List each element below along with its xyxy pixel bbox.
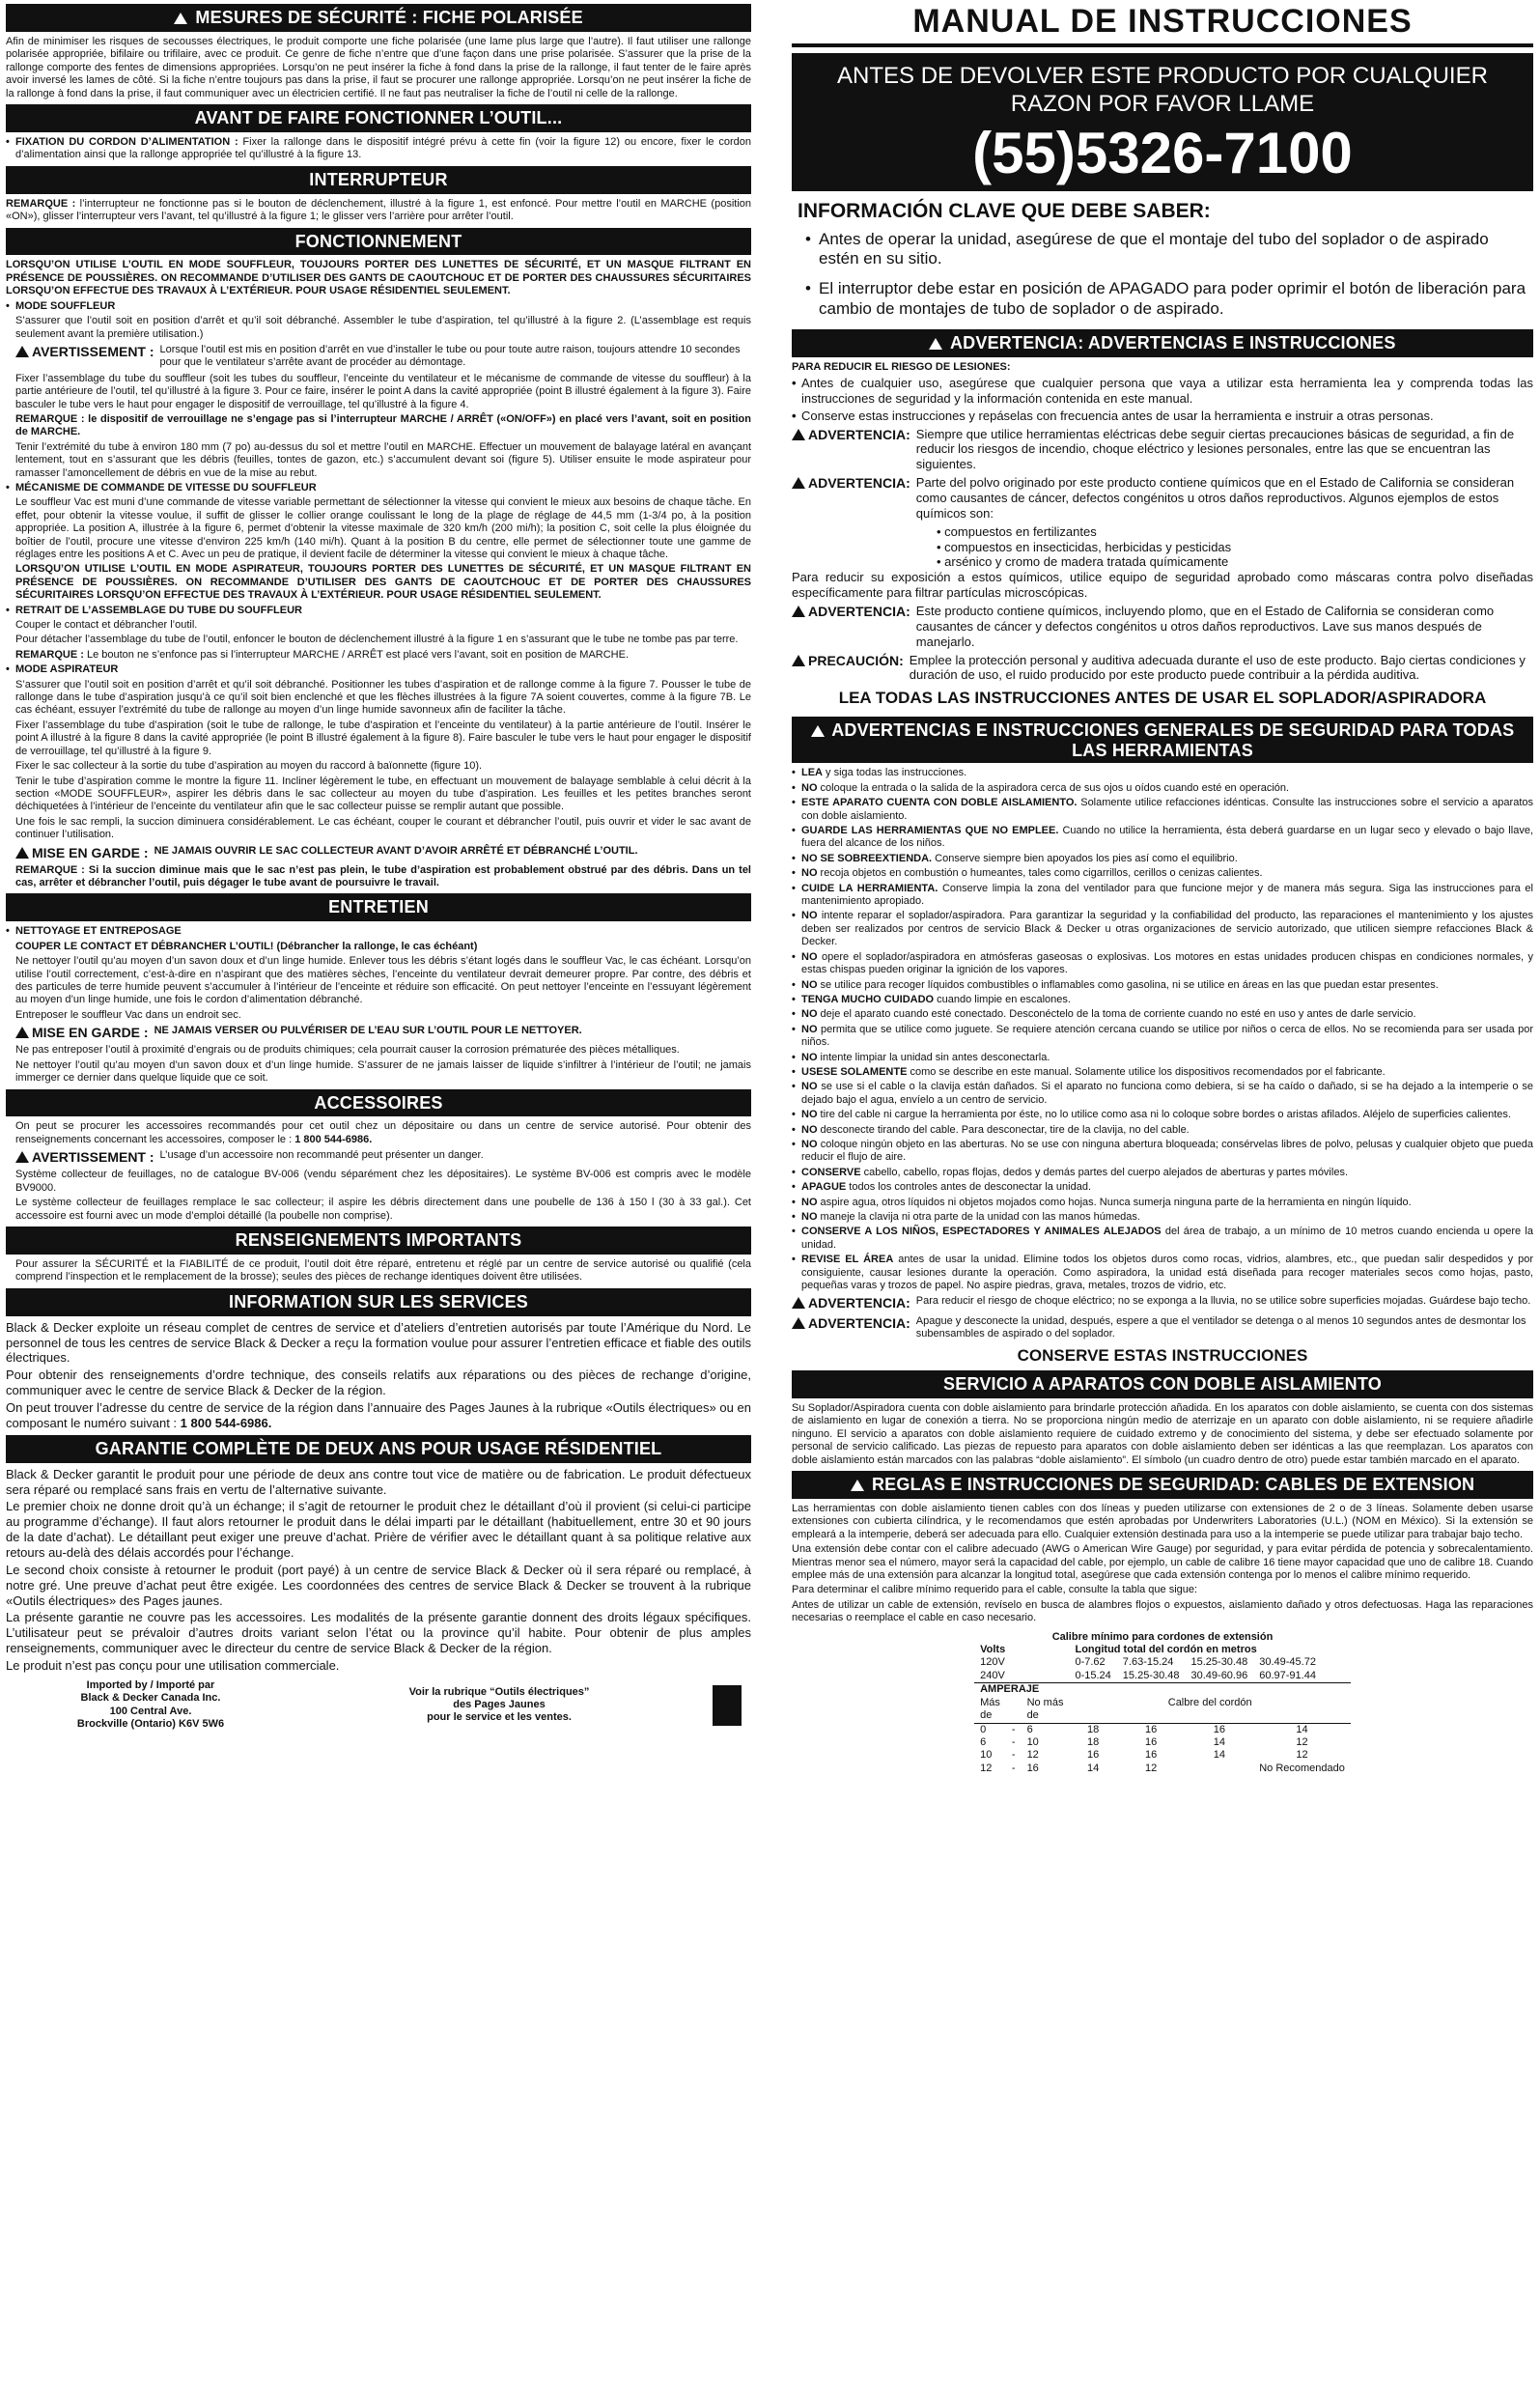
section-header: SERVICIO A APARATOS CON DOBLE AISLAMIENTO bbox=[792, 1370, 1533, 1398]
warning-icon bbox=[15, 1151, 29, 1163]
table-row: 6 - 10 18 16 14 12 bbox=[980, 1735, 1308, 1748]
warning-icon bbox=[792, 477, 805, 489]
subheading: COUPER LE CONTACT ET DÉBRANCHER L’OUTIL! (Débrancher la rallonge, le cas échéant) bbox=[15, 940, 478, 952]
section-header: ADVERTENCIA: ADVERTENCIAS E INSTRUCCIONES bbox=[792, 329, 1533, 357]
safety-rule-item: • NO deje el aparato cuando esté conectado. Desconéctelo de la toma de corriente cuando no esté en uso y antes de darle servicio. bbox=[792, 1008, 1533, 1021]
paragraph: Système collecteur de feuillages, no de catalogue BV-006 (vendu séparément chez les dépositaires). Le système BV-006 est compris avec le modèle BV9000. bbox=[15, 1169, 751, 1194]
paragraph: Une fois le sac rempli, la succion diminuera considérablement. Le cas échéant, couper le courant et débrancher l’outil, puis ouvrir et vider le sac avant de continuer l’utilisation. bbox=[15, 815, 751, 841]
safety-rule-item: • NO coloque ningún objeto en las aberturas. No se use con ninguna abertura bloqueada; consérvelas libres de polvo, pelusas y cualquier objeto que pueda reducir el flujo de aire. bbox=[792, 1139, 1533, 1165]
safety-rule-item: • CONSERVE cabello, cabello, ropas flojas, dedos y demás partes del cuerpo alejados de aberturas y partes móviles. bbox=[792, 1167, 1533, 1179]
warning-icon bbox=[15, 847, 29, 859]
section-header: AVANT DE FAIRE FONCTIONNER L’OUTIL... bbox=[6, 104, 751, 132]
safety-rule-item: • ESTE APARATO CUENTA CON DOBLE AISLAMIENTO. Solamente utilice refacciones idénticas. Consulte las instrucciones sobre el servicio a aparatos con doble aislamiento. bbox=[792, 797, 1533, 823]
call-box: ANTES DE DEVOLVER ESTE PRODUCTO POR CUALQUIER RAZON POR FAVOR LLAME (55)5326-7100 bbox=[792, 53, 1533, 191]
gauge-table: Calibre mínimo para cordones de extensión Volts Longitud total del cordón en metros 120V 0-7.62 7.63-15.24 15.25-30.48 30.49-45.72 240V 0-15.24 15.25-30.48 30.49-60.96 60.97-91.44 AMPERAJE Más No más Calbre del cordón de de 0 - 6 18 16 16 14 6 - 10 18 16 14 12 10 - 12 16 16 14 12 12 - 16 14 12 No Recomendado bbox=[974, 1631, 1351, 1775]
list-item: • compuestos en fertilizantes bbox=[937, 524, 1533, 540]
safety-rule-item: • LEA y siga todas las instrucciones. bbox=[792, 767, 1533, 779]
paragraph: Pour obtenir des renseignements d’ordre technique, des conseils relatifs aux réparations ou des pièces de rechange d’origine, communiquer avec le centre de service Black & Decker de la région. bbox=[6, 1368, 751, 1398]
paragraph: Antes de utilizar un cable de extensión, revíselo en busca de alambres flojos o expuestos, aislamiento dañado y otros defectuosas. Haga las reparaciones necesarias o reemplace el cable en caso necesario. bbox=[792, 1598, 1533, 1624]
paragraph: Para reducir su exposición a estos químicos, utilice equipo de seguridad aprobado como máscaras contra polvo diseñadas específicamente para filtrar partículas microscópicas. bbox=[792, 570, 1533, 601]
table-row: 10 - 12 16 16 14 12 bbox=[980, 1749, 1308, 1762]
warning-row: ADVERTENCIA: Apague y desconecte la unidad, después, espere a que el ventilador se detenga o al menos 10 segundos antes de desmontar los subensambles de aspirado o del soplador. bbox=[792, 1315, 1533, 1341]
warning-row: ADVERTENCIA: Siempre que utilice herramientas eléctricas debe seguir ciertas precauciones básicas de seguridad, a fin de reducir los riesgos de incendio, choque eléctrico y lesiones personales, entre las que se encuentran las siguientes. bbox=[792, 427, 1533, 473]
paragraph: Le premier choix ne donne droit qu’à un échange; il s’agit de retourner le produit chez le détaillant d’où il provient (si celui-ci participe au programme d’échange). Il faut alors retourner le produit dans le délai imparti par le détaillant (habituellement, entre 30 et 90 jours de la date d’achat). Le détaillant peut exiger une preuve d’achat. Prière de vérifier avec le détaillant quant à sa politique relative aux retours au-delà des délais accordés pour l’échange. bbox=[6, 1499, 751, 1560]
warning-row: ADVERTENCIA: Parte del polvo originado por este producto contiene químicos que en el Estado de California se consideran como causantes de cáncer, defectos congénitos u otros daños reproductivos. Algunos ejemplos de estos químicos son: bbox=[792, 475, 1533, 522]
safety-rule-item: • NO se utilice para recoger líquidos combustibles o inflamables como gasolina, ni se utilice en áreas en las que puedan estar presentes. bbox=[792, 979, 1533, 992]
table-title: Calibre mínimo para cordones de extensión bbox=[1051, 1630, 1274, 1643]
paragraph: Entreposer le souffleur Vac dans un endroit sec. bbox=[15, 1008, 241, 1021]
yellow-pages-logo-icon bbox=[713, 1685, 742, 1726]
paragraph: REMARQUE : Si la succion diminue mais que le sac n’est pas plein, le tube d’aspiration est probablement obstrué par des débris. Dans un tel cas, arrêter et débrancher l’outil, puis dégager le tube avant de poursuivre le travail. bbox=[15, 863, 751, 889]
paragraph: Pour assurer la SÉCURITÉ et la FIABILITÉ de ce produit, l’outil doit être réparé, entretenu et réglé par un centre de service autorisé ou qualifié (cela comprend l’inspection et le remplacement de la brosse); seules des pièces de rechange identiques doivent être utilisées. bbox=[15, 1257, 751, 1283]
subheading: • MODE SOUFFLEUR bbox=[6, 300, 751, 313]
warning-icon bbox=[792, 1297, 805, 1309]
paragraph: Su Soplador/Aspiradora cuenta con doble aislamiento para brindarle protección añadida. En los aparatos con doble aislamiento, se cuenta con dos sistemas de aislamiento en lugar de conexión a tierra. No se proporciona ningún medio de aterrizaje en un aparato con doble aislamiento, ni se requiere añadirle ninguno. El servicio a aparatos con doble aislamiento requiere de cuidado extremo y de conocimiento del sistema, y debe ser efectuado solamente por personal de servicio calificado. Las piezas de repuesto para aparatos con doble aislamiento deben ser idénticas a las que reemplazan. Los aparatos con doble aislamiento están marcados con las palabras “doble aislamiento”. El símbolo (un cuadro dentro de otro) puede estar también marcado en el aparato. bbox=[792, 1402, 1533, 1466]
key-info-item: • El interruptor debe estar en posición de APAGADO para poder oprimir el botón de liberación para cambio de montajes de tubo de soplador o de aspirado. bbox=[805, 279, 1533, 319]
subheading: • MÉCANISME DE COMMANDE DE VITESSE DU SOUFFLEUR bbox=[6, 482, 751, 494]
paragraph: LORSQU’ON UTILISE L’OUTIL EN MODE SOUFFLEUR, TOUJOURS PORTER DES LUNETTES DE SÉCURITÉ, ET UN MASQUE FILTRANT EN PRÉSENCE DE POUSSIÈRES. ON RECOMMANDE D’UTILISER DES GANTS DE CAOUTCHOUC ET DE PORTER DES CHAUSSURES SÉCURITAIRES LORSQU’ON EFFECTUE DES TRAVAUX À L’EXTÉRIEUR. POUR USAGE RÉSIDENTIEL SEULEMENT. bbox=[6, 259, 751, 297]
safety-rule-item: • NO aspire agua, otros líquidos ni objetos mojados como hojas. Nunca sumerja ninguna parte de la herramienta en ningún líquido. bbox=[792, 1197, 1533, 1209]
subheading: • RETRAIT DE L’ASSEMBLAGE DU TUBE DU SOUFFLEUR bbox=[6, 605, 751, 617]
paragraph: Ne nettoyer l’outil qu’au moyen d’un savon doux et d’un linge humide. Enlever tous les débris s’étant logés dans le souffleur Vac, le cas échéant. Lorsqu’on utilise l’outil correctement, c’est-à-dire en n’aspirant que des matières sèches, l’enceinte du ventilateur devrait demeurer propre. Par contre, des débris et des particules de terre humide peuvent s’accumuler à l’intérieur de l’enceinte et réduire son efficacité. On peut nettoyer l’enceinte en l’essuyant légèrement au moyen d’un linge humide, une fois le cordon d’alimentation débranché. bbox=[15, 955, 751, 1006]
table-row: 12 - 16 14 12 No Recomendado bbox=[980, 1762, 1345, 1774]
key-info-heading: INFORMACIÓN CLAVE QUE DEBE SABER: bbox=[798, 200, 1211, 223]
paragraph: Couper le contact et débrancher l’outil. bbox=[15, 619, 198, 632]
warning-icon bbox=[929, 338, 942, 350]
warning-icon bbox=[792, 429, 805, 440]
paragraph: Fixer l’assemblage du tube d’aspiration (soit le tube de rallonge, le tube d’aspiration et l’enceinte du ventilateur) à la partie antérieure de l’outil. Insérer le point A illustré à la figure 8 dans la cavité appropriée (le point B illustré également à la figure 8). Faire basculer le tube vers le haut pour engager le dispositif de verrouillage, tel qu’illustré à la figure 9. bbox=[15, 719, 751, 757]
section-header: INTERRUPTEUR bbox=[6, 166, 751, 194]
paragraph: Para determinar el calibre mínimo requerido para el cable, consulte la tabla que sigue: bbox=[792, 1584, 1198, 1596]
safety-rule-item: • CONSERVE A LOS NIÑOS, ESPECTADORES Y ANIMALES ALEJADOS del área de trabajo, a un mínimo de 10 metros cuando encienda u opere la unidad. bbox=[792, 1226, 1533, 1252]
paragraph: Ne nettoyer l’outil qu’au moyen d’un savon doux et d’un linge humide. S’assurer de ne jamais laisser de liquide s’infiltrer à l’intérieur de l’outil; ne jamais immerger ce dernier dans quelque liquide que ce soit. bbox=[15, 1058, 751, 1085]
warning-icon bbox=[792, 606, 805, 617]
section-header: GARANTIE COMPLÈTE DE DEUX ANS POUR USAGE RÉSIDENTIEL bbox=[6, 1435, 751, 1463]
safety-rule-item: • NO coloque la entrada o la salida de la aspiradora cerca de sus ojos u oídos cuando esté en operación. bbox=[792, 782, 1533, 795]
warning-icon bbox=[792, 655, 805, 666]
safety-rule-item: • APAGUE todos los controles antes de desconectar la unidad. bbox=[792, 1181, 1533, 1194]
paragraph: Fixer l’assemblage du tube du souffleur (soit les tubes du souffleur, l’enceinte du ventilateur et le mécanisme de commande de vitesse du souffleur) à la partie antérieure de l’outil, tel qu’illustré à la figure 3. Pour ce faire, insérer le point A dans la cavité appropriée (point B illustré également à la figure 3). Faire basculer le tube vers le haut pour engager le dispositif de verrouillage, tel qu’illustré à la figure 4. bbox=[15, 372, 751, 410]
safety-rules-list bbox=[792, 767, 1533, 1292]
safety-rule-item: • REVISE EL ÁREA antes de usar la unidad. Elimine todos los objetos duros como rocas, vidrios, alambres, etc., que puedan salir despedidos y por consiguiente, causar lesiones durante la operación. Como aspiradora, la unidad está diseñada para recoger materiales secos como hojas, pasto, pequeñas varas y trozos de papel. No aspire piedras, grava, metales, trozos de vidrio, etc. bbox=[792, 1254, 1533, 1292]
warning-icon bbox=[174, 13, 187, 24]
subheading: • NETTOYAGE ET ENTREPOSAGE bbox=[6, 925, 751, 938]
safety-rule-item: • TENGA MUCHO CUIDADO cuando limpie en escalones. bbox=[792, 994, 1533, 1006]
paragraph: Afin de minimiser les risques de secousses électriques, le produit comporte une fiche polarisée (une lame plus large que l’autre). Il faut utiliser une rallonge polarisée appropriée, bifilaire ou trifilaire, avec ce produit. Ce genre de fiche n’entre que d’une façon dans une prise polarisée. S’assurer que la prise de la rallonge comporte des fentes de dimensions appropriées. Lorsqu’on ne peut insérer la fiche à fond dans la prise de la rallonge, il faut tenter de le faire après avoir inversé les lames de côté. Si la fiche n’entre toujours pas dans la prise, il faut se procurer une rallonge appropriée. Lorsqu’on ne peut insérer la fiche de la rallonge à fond dans la prise, il faut communiquer avec un électricien certifié. Il ne faut pas neutraliser la fiche de l’outil ni celle de la rallonge. bbox=[6, 35, 751, 99]
paragraph: REMARQUE : l’interrupteur ne fonctionne pas si le bouton de déclenchement, illustré à la figure 1, est enfoncé. Pour mettre l’outil en MARCHE (position «ON»), glisser l’interrupteur vers l’avant, tel qu’illustré à la figure 1; le glisser vers l’arrière pour arrêter l’outil. bbox=[6, 197, 751, 223]
french-column bbox=[6, 0, 751, 2397]
paragraph: S’assurer que l’outil soit en position d’arrêt et qu’il soit débranché. Assembler le tube d’aspiration, tel qu’illustré à la figure 2. (L’assemblage est requis seulement avant la première utilisation.) bbox=[15, 315, 751, 340]
warning-row: ADVERTENCIA: Para reducir el riesgo de choque eléctrico; no se exponga a la lluvia, no se utilice sobre superficies mojadas. Guárdese bajo techo. bbox=[792, 1295, 1533, 1311]
list-item: • compuestos en insecticidas, herbicidas y pesticidas bbox=[937, 540, 1533, 555]
paragraph: Le système collecteur de feuillages remplace le sac collecteur; il aspire les débris directement dans une poubelle de 136 à 150 l (30 à 33 gal.). Cet accessoire est fourni avec un mode d’emploi détaillé (la poubelle non comprise). bbox=[15, 1197, 751, 1222]
warning-row: AVERTISSEMENT : L’usage d’un accessoire non recommandé peut présenter un danger. bbox=[6, 1149, 751, 1166]
phone-number: (55)5326-7100 bbox=[972, 121, 1353, 186]
paragraph: Tenir le tube d’aspiration comme le montre la figure 11. Incliner légèrement le tube, en effectuant un mouvement de balayage semblable à celui décrit à la section «MODE SOUFFLEUR», aspirer les débris dans le sac collecteur au moyen du tube d’aspiration. Les feuilles et les petites branches seront déchiquetées à l’intérieur de l’enceinte du ventilateur afin que le sac collecteur puisse se remplir autant que possible. bbox=[15, 775, 751, 813]
safety-rule-item: • NO intente limpiar la unidad sin antes desconectarla. bbox=[792, 1052, 1533, 1064]
safety-rule-item: • NO tire del cable ni cargue la herramienta por éste, no lo utilice como asa ni lo coloque sobre bordes o aristas afilados. Aléjelo de superficies calientes. bbox=[792, 1109, 1533, 1121]
section-header: FONCTIONNEMENT bbox=[6, 228, 751, 256]
chemical-list bbox=[937, 524, 1533, 571]
importer-block: Imported by / Importé par Black & Decker Canada Inc. 100 Central Ave. Brockville (Ontario) K6V 5W6 bbox=[76, 1678, 225, 1731]
safety-rule-item: • NO desconecte tirando del cable. Para desconectar, tire de la clavija, no del cable. bbox=[792, 1124, 1533, 1137]
paragraph: LORSQU’ON UTILISE L’OUTIL EN MODE ASPIRATEUR, TOUJOURS PORTER DES LUNETTES DE SÉCURITÉ, ET UN MASQUE FILTRANT EN PRÉSENCE DE POUSSIÈRES. ON RECOMMANDE D’UTILISER DES GANTS DE CAOUTCHOUC ET DE PORTER DES CHAUSSURES SÉCURITAIRES LORSQU’ON EFFECTUE DES TRAVAUX À L’EXTÉRIEUR. POUR USAGE RÉSIDENTIEL SEULEMENT. bbox=[15, 563, 751, 602]
yellow-pages-note: Voir la rubrique “Outils électriques” des Pages Jaunes pour le service et les ventes. bbox=[408, 1685, 590, 1724]
paragraph: Black & Decker exploite un réseau complet de centres de service et d’ateliers d’entretien autorisés par toute l’Amérique du Nord. Le personnel de tous les centres de service Black & Decker a reçu la formation voulue pour assurer l’entretien efficace et fiable des outils électriques. bbox=[6, 1319, 751, 1366]
safety-rule-item: • NO SE SOBREEXTIENDA. Conserve siempre bien apoyados los pies así como el equilibrio. bbox=[792, 853, 1533, 865]
subheading: PARA REDUCIR EL RIESGO DE LESIONES: bbox=[792, 360, 1011, 373]
safety-rule-item: • NO se use si el cable o la clavija están dañados. Si el aparato no funciona como debiera, si se ha caído o dañado, si se ha dejado a la intemperie o se dejado bajo el agua, envíelo a un centro de servicio. bbox=[792, 1081, 1533, 1107]
warning-row: MISE EN GARDE : NE JAMAIS VERSER OU PULVÉRISER DE L’EAU SUR L’OUTIL POUR LE NETTOYER. bbox=[6, 1025, 751, 1041]
paragraph: S’assurer que l’outil soit en position d’arrêt et qu’il soit débranché. Positionner les tubes d’aspiration et de rallonge comme à la figure 7. Pousser le tube de rallonge dans le tube d’aspiration jusqu’à ce qu’il soit bien enclenché et que les flèches illustrées à la figure 7A soient couvertes, comme à la figure 7B. Le cas échéant, essuyer l’extrémité du tube de rallonge au moyen d’un linge humide savonneux afin de faciliter la tâche. bbox=[15, 678, 751, 717]
section-header: MESURES DE SÉCURITÉ : FICHE POLARISÉE bbox=[6, 4, 751, 32]
paragraph: La présente garantie ne couvre pas les accessoires. Les modalités de la présente garantie donnent des droits légaux spécifiques. L’utilisateur peut se prévaloir d’autres droits variant selon l’état ou la province qu’il habite. Pour obtenir de plus amples renseignements, communiquer avec le directeur du centre de service Black & Decker de la région. bbox=[6, 1610, 751, 1656]
list-item: • Antes de cualquier uso, asegúrese que cualquier persona que vaya a utilizar esta herramienta lea y comprenda todas las instrucciones de seguridad y la información contenida en este manual. bbox=[792, 376, 1533, 407]
paragraph: Ne pas entreposer l’outil à proximité d’engrais ou de produits chimiques; cela pourrait causer la corrosion prématurée des pièces métalliques. bbox=[15, 1044, 680, 1057]
section-header: ACCESSOIRES bbox=[6, 1089, 751, 1117]
paragraph: On peut trouver l’adresse du centre de service de la région dans l’annuaire des Pages Jaunes à la rubrique «Outils électriques» ou en composant le numéro suivant : 1 800 544-6986. bbox=[6, 1400, 751, 1430]
warning-icon bbox=[811, 725, 825, 737]
page-title: MANUAL DE INSTRUCCIONES bbox=[792, 2, 1533, 47]
paragraph: Le souffleur Vac est muni d’une commande de vitesse variable permettant de sélectionner la vitesse qui convient le mieux aux besoins de chaque tâche. En effet, pour obtenir la vitesse voulue, il suffit de glisser le collier orange coulissant le long de la plage de réglage de 44,5 mm (1-3/4 po, à la position appropriée. La position A, illustrée à la figure 6, permet d’obtenir la vitesse maximale de 320 km/h (200 mi/h); la position C, soit celle la plus éloignée du boîtier de l’outil, procure une vitesse d’environ 225 km/h (140 mi/h). Quant à la position B du centre, elle permet de sélectionner toute une gamme de réglages entre les positions A et C. Avec un peu de pratique, il devient facile de déterminer la vitesse qui convient le mieux à chaque tâche. bbox=[15, 496, 751, 560]
warning-row: MISE EN GARDE : NE JAMAIS OUVRIR LE SAC COLLECTEUR AVANT D’AVOIR ARRÊTÉ ET DÉBRANCHÉ L’OUTIL. bbox=[6, 845, 751, 861]
paragraph: Le produit n’est pas conçu pour une utilisation commerciale. bbox=[6, 1657, 340, 1673]
safety-rule-item: • NO opere el soplador/aspiradora en atmósferas gaseosas o explosivas. Los motores en estas unidades producen chispas en condiciones normales, y estas chispas pueden originar la ignición de los vapores. bbox=[792, 951, 1533, 977]
section-header: ADVERTENCIAS E INSTRUCCIONES GENERALES DE SEGURIDAD PARA TODAS LAS HERRAMIENTAS bbox=[792, 717, 1533, 763]
read-instructions-note: LEA TODAS LAS INSTRUCCIONES ANTES DE USAR EL SOPLADOR/ASPIRADORA bbox=[838, 689, 1487, 708]
warning-icon bbox=[15, 1027, 29, 1038]
keep-instructions-note: CONSERVE ESTAS INSTRUCCIONES bbox=[1017, 1346, 1308, 1366]
paragraph: Las herramientas con doble aislamiento tienen cables con dos líneas y pueden utilizarse con extensiones de 2 o de 3 líneas. Solamente deben usarse extensiones con cubierta cilíndrica, y le recomendamos que estén aprobadas por Underwriters Laboratories (U.L.) (NOM en México). Si la extensión se empleará a la intemperie, deberá ser adecuada para ello. Cualquier extensión destinada para uso a la intemperie se puede utilizar para trabajar bajo techo. bbox=[792, 1503, 1533, 1540]
list-item: • Conserve estas instrucciones y repáselas con frecuencia antes de usar la herramienta e instruir a otras personas. bbox=[792, 409, 1533, 424]
warning-icon bbox=[851, 1480, 864, 1491]
warning-icon bbox=[15, 346, 29, 357]
caution-row: PRECAUCIÓN: Emplee la protección personal y auditiva adecuada durante el uso de este producto. Bajo ciertas condiciones y duración de uso, el ruido producido por este producto puede contribuir a la pérdida auditiva. bbox=[792, 653, 1533, 684]
paragraph: Le second choix consiste à retourner le produit (port payé) à un centre de service Black & Decker où il sera réparé ou remplacé, à notre gré. Une preuve d’achat peut être exigée. Les coordonnées des centres de service Black & Decker se trouvent à la rubrique «Outils électriques» des Pages jaunes. bbox=[6, 1562, 751, 1608]
spanish-column bbox=[792, 0, 1533, 2397]
section-header: ENTRETIEN bbox=[6, 893, 751, 921]
safety-rule-item: • NO recoja objetos en combustión o humeantes, tales como cigarrillos, cerillos o cenizas calientes. bbox=[792, 867, 1533, 880]
paragraph: • FIXATION DU CORDON D’ALIMENTATION : Fixer la rallonge dans le dispositif intégré prévu à cette fin (voir la figure 12) ou encore, fixer le cordon d’alimentation ainsi que la rallonge appropriée tel qu’illustré à la figure 13. bbox=[6, 136, 751, 162]
section-header: RENSEIGNEMENTS IMPORTANTS bbox=[6, 1227, 751, 1255]
paragraph: On peut se procurer les accessoires recommandés pour cet outil chez un dépositaire ou dans un centre de service autorisé. Pour obtenir des renseignements concernant les accessoires, composer le : 1 800 544-6986. bbox=[15, 1120, 751, 1145]
warning-row: AVERTISSEMENT : Lorsque l’outil est mis en position d’arrêt en vue d’installer le tube ou pour toute autre raison, toujours attendre 10 secondes pour que le ventilateur s’arrête avant de procéder au démontage. bbox=[6, 344, 751, 370]
paragraph: REMARQUE : le dispositif de verrouillage ne s’engage pas si l’interrupteur MARCHE / ARRÊT («ON/OFF») en placé vers l’avant, soit en position de MARCHE. bbox=[15, 412, 751, 438]
safety-rule-item: • USESE SOLAMENTE como se describe en este manual. Solamente utilice los dispositivos recomendados por el fabricante. bbox=[792, 1066, 1533, 1079]
safety-rule-item: • NO intente reparar el soplador/aspiradora. Para garantizar la seguridad y la confiabilidad del producto, las reparaciones el mantenimiento y los ajustes deben ser realizados por centros de servicio Black & Decker u otras organizaciones de servicio autorizado, que utilicen siempre refacciones Black & Decker. bbox=[792, 910, 1533, 948]
warning-icon bbox=[792, 1317, 805, 1329]
subheading: • MODE ASPIRATEUR bbox=[6, 663, 751, 676]
paragraph: Fixer le sac collecteur à la sortie du tube d’aspiration au moyen du raccord à baïonnette (figure 10). bbox=[15, 760, 483, 773]
paragraph: REMARQUE : Le bouton ne s’enfonce pas si l’interrupteur MARCHE / ARRÊT est placé vers l’avant, soit en position de MARCHE. bbox=[15, 648, 630, 661]
paragraph: Tenir l’extrémité du tube à environ 180 mm (7 po) au-dessus du sol et mettre l’outil en MARCHE. Effectuer un mouvement de balayage latéral en avançant lentement, tout en s’assurant que les débris (feuilles, tontes de gazon, etc.) s’accumulent devant soi (figure 5). Utiliser ensuite le mode aspirateur pour ramasser l’amoncellement de débris en vue de la mise au rebut. bbox=[15, 440, 751, 479]
warning-row: ADVERTENCIA: Este producto contiene químicos, incluyendo plomo, que en el Estado de California se consideran como causantes de cáncer y defectos congénitos u otros daños reproductivos. Lave sus manos después de manejarlo. bbox=[792, 604, 1533, 650]
table-row: 0 - 6 18 16 16 14 bbox=[980, 1723, 1308, 1735]
list-item: • arsénico y cromo de madera tratada químicamente bbox=[937, 554, 1533, 570]
footer bbox=[6, 1679, 751, 1732]
section-header: INFORMATION SUR LES SERVICES bbox=[6, 1288, 751, 1316]
safety-rule-item: • CUIDE LA HERRAMIENTA. Conserve limpia la zona del ventilador para que funcione mejor y de manera más segura. Siga las instrucciones para el mantenimiento apropiado. bbox=[792, 883, 1533, 909]
paragraph: Una extensión debe contar con el calibre adecuado (AWG o American Wire Gauge) por seguridad, y para evitar pérdida de potencia y sobrecalentamiento. Mientras menor sea el número, mayor será la capacidad del cable, por ejemplo, un cable de calibre 16 tiene mayor capacidad que uno de calibre 18. Cuando emplee más de una extensión para alcanzar la longitud total, asegúrese que cada extensión contenga por lo menos el calibre mínimo requerido. bbox=[792, 1543, 1533, 1582]
section-header: REGLAS E INSTRUCCIONES DE SEGURIDAD: CABLES DE EXTENSION bbox=[792, 1471, 1533, 1499]
safety-rule-item: • NO maneje la clavija ni otra parte de la unidad con las manos húmedas. bbox=[792, 1211, 1533, 1224]
paragraph: Black & Decker garantit le produit pour une période de deux ans contre tout vice de matière ou de fabrication. Le produit défectueux sera réparé ou remplacé sans frais en vertu de l’alternative suivante. bbox=[6, 1466, 751, 1497]
key-info-item: • Antes de operar la unidad, asegúrese de que el montaje del tubo del soplador o de aspirado estén en su sitio. bbox=[805, 230, 1533, 269]
paragraph: Pour détacher l’assemblage du tube de l’outil, enfoncer le bouton de déclenchement illustré à la figure 1 en s’assurant que le tube ne tombe pas par terre. bbox=[15, 634, 739, 646]
safety-rule-item: • NO permita que se utilice como juguete. Se requiere atención cercana cuando se utilice por niños o cerca de ellos. No se recomienda para ser usada por niños. bbox=[792, 1024, 1533, 1050]
safety-rule-item: • GUARDE LAS HERRAMIENTAS QUE NO EMPLEE. Cuando no utilice la herramienta, ésta deberá guardarse en un lugar seco y elevado o bajo llave, fuera del alcance de los niños. bbox=[792, 825, 1533, 851]
